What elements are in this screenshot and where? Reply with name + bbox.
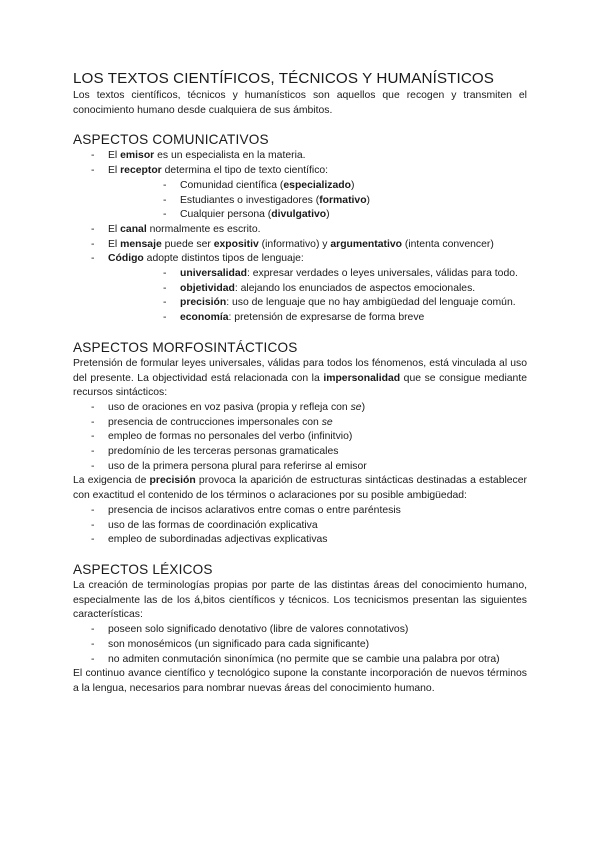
list-item-mensaje: - El mensaje puede ser expositiv (informativo) y argumentativo (intenta convencer) — [73, 238, 527, 253]
section-heading-lexicos: ASPECTOS LÉXICOS — [73, 561, 213, 577]
list-item: - empleo de subordinadas adjectivas explicativas — [73, 533, 527, 548]
intro-paragraph: Los textos científicos, técnicos y humanísticos son aquellos que recogen y transmiten el conocimiento humano desde cualquiera de sus ámbitos. — [73, 90, 527, 116]
codigo-sublist — [108, 267, 527, 326]
list-item: - objetividad: alejando los enunciados de aspectos emocionales. — [108, 282, 527, 297]
list-item: - precisión: uso de lenguaje que no hay ambigüedad del lenguaje común. — [108, 296, 527, 311]
list-item: - poseen solo significado denotativo (libre de valores connotativos) — [73, 623, 527, 638]
list-item: - presencia de incisos aclarativos entre comas o entre paréntesis — [73, 504, 527, 519]
paragraph: El continuo avance científico y tecnológico supone la constante incorporación de nuevos términos a la lengua, necesarios para nombrar nuevas áreas del conocimiento humano. — [73, 668, 527, 694]
lexicos-list — [73, 623, 527, 667]
paragraph: Pretensión de formular leyes universales, válidas para todos los fénomenos, está vinculada al uso del presente. La objectividad está relacionada con la impersonalidad que se consigue mediante recursos sintácticos: — [73, 357, 527, 399]
comunicativos-list — [73, 149, 527, 325]
list-item: - uso de las formas de coordinación explicativa — [73, 519, 527, 534]
list-item: - Estudiantes o investigadores (formativo) — [108, 194, 527, 209]
list-item: - Cualquier persona (divulgativo) — [108, 208, 527, 223]
paragraph: La creación de terminologías propias por parte de las distintas áreas del conocimiento humano, especialmente las de los á,bitos científicos y técnicos. Los tecnicismos presentan las siguientes características: — [73, 579, 527, 621]
list-item: - uso de oraciones en voz pasiva (propia y refleja con se) — [73, 401, 527, 416]
list-item-emisor: - El emisor es un especialista en la materia. — [73, 149, 527, 164]
document-title: LOS TEXTOS CIENTÍFICOS, TÉCNICOS Y HUMANÍSTICOS — [73, 70, 495, 87]
section-heading-comunicativos: ASPECTOS COMUNICATIVOS — [73, 132, 269, 148]
morfosintacticos-list — [73, 401, 527, 475]
list-item: - universalidad: expresar verdades o leyes universales, válidas para todo. — [108, 267, 527, 282]
list-item: - empleo de formas no personales del verbo (infinitvio) — [73, 430, 527, 445]
list-item-codigo: - Código adopte distintos tipos de lenguaje: - universalidad: expresar verdades o leyes universales, válidas para todo. - objetividad: alejando los enunciados de aspectos emocionales. - precisión: uso de lenguaje que no hay ambigüedad del lenguaje común. - economía: pretensión de expresarse de forma breve — [73, 252, 527, 326]
list-item: - uso de la primera persona plural para referirse al emisor — [73, 460, 527, 475]
list-item: - predomínio de les terceras personas gramaticales — [73, 445, 527, 460]
precision-list — [73, 504, 527, 548]
list-item: - son monosémicos (un significado para cada significante) — [73, 638, 527, 653]
list-item: - no admiten conmutación sinonímica (no permite que se cambie una palabra por otra) — [73, 653, 527, 668]
list-item: - economía: pretensión de expresarse de forma breve — [108, 311, 527, 326]
list-item-canal: - El canal normalmente es escrito. — [73, 223, 527, 238]
list-item: - Comunidad científica (especializado) — [108, 179, 527, 194]
section-heading-morfosintacticos: ASPECTOS MORFOSINTÁCTICOS — [73, 339, 298, 355]
paragraph: La exigencia de precisión provoca la aparición de estructuras sintácticas destinadas a establecer con exactitud el contenido de los términos o aclaraciones por su posible ambigüedad: — [73, 475, 527, 502]
list-item: - presencia de contrucciones impersonales con se — [73, 416, 527, 431]
list-item-receptor: - El receptor determina el tipo de texto científico: - Comunidad científica (especializado) - Estudiantes o investigadores (formativo) - Cualquier persona (divulgativo) — [73, 164, 527, 223]
receptor-sublist — [108, 179, 527, 223]
